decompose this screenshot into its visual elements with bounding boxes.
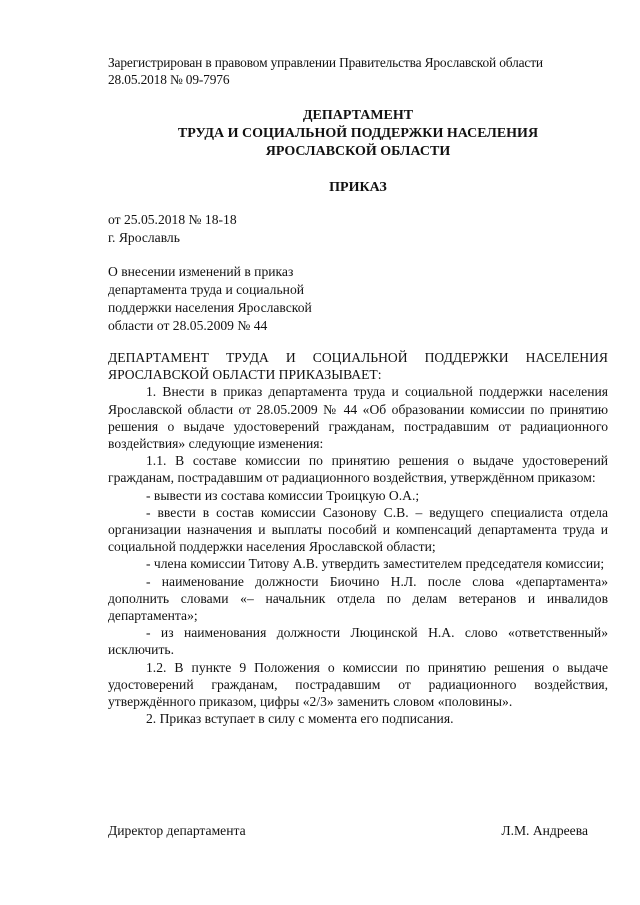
subject-line-3: поддержки населения Ярославской — [108, 300, 312, 315]
document-body — [108, 349, 608, 727]
registration-line-1: Зарегистрирован в правовом управлении Правительства Ярославской области — [108, 55, 543, 70]
department-header — [108, 107, 608, 161]
subject-line-2: департамента труда и социальной — [108, 282, 305, 297]
paragraph-1-2: 1.2. В пункте 9 Положения о комиссии по принятию решения о выдаче удостоверений гражданам, пострадавшим от радиационного воздействия, утверждённого приказом, цифры «2/3» заменить словом «половины». — [108, 659, 608, 710]
document-subject — [108, 263, 348, 335]
list-item: - из наименования должности Люцинской Н.А. слово «ответственный» исключить. — [108, 625, 608, 658]
subject-line-4: области от 28.05.2009 № 44 — [108, 318, 268, 333]
signer-position: Директор департамента — [108, 823, 246, 838]
document-type-title: ПРИКАЗ — [329, 180, 387, 195]
city: г. Ярославль — [108, 230, 180, 245]
signer-name: Л.М. Андреева — [501, 823, 588, 838]
header-line-3: ЯРОСЛАВСКОЙ ОБЛАСТИ — [265, 144, 451, 159]
registration-note — [108, 54, 620, 88]
list-item: - ввести в состав комиссии Сазонову С.В. – ведущего специалиста отдела организации назначения и выплаты пособий и компенсаций департамента труда и социальной поддержки населения Ярославской области; — [108, 504, 608, 555]
subject-line-1: О внесении изменений в приказ — [108, 264, 294, 279]
list-item: - члена комиссии Титову А.В. утвердить заместителем председателя комиссии; — [146, 556, 605, 572]
list-item: - вывести из состава комиссии Троицкую О.А.; — [146, 487, 420, 503]
header-line-2: ТРУДА И СОЦИАЛЬНОЙ ПОДДЕРЖКИ НАСЕЛЕНИЯ — [177, 126, 539, 141]
date-number: от 25.05.2018 № 18-18 — [108, 212, 237, 227]
list-item: - наименование должности Биочино Н.Л. после слова «департамента» дополнить словами «– начальник отдела по делам ветеранов и инвалидов департамента»; — [108, 573, 608, 624]
paragraph-2: 2. Приказ вступает в силу с момента его подписания. — [146, 711, 454, 727]
header-line-1: ДЕПАРТАМЕНТ — [302, 108, 414, 123]
registration-line-2: 28.05.2018 № 09-7976 — [108, 72, 230, 87]
paragraph-1-1: 1.1. В составе комиссии по принятию решения о выдаче удостоверений гражданам, пострадавшим от радиационного воздействия, утверждённом приказом: — [108, 453, 608, 486]
paragraph-1: 1. Внести в приказ департамента труда и социальной поддержки населения Ярославской области от 28.05.2009 № 44 «Об образовании комиссии по принятию решения о выдаче удостоверений гражданам, пострадавшим от радиационного воздействия» следующие изменения: — [108, 384, 608, 452]
date-and-place — [108, 211, 237, 247]
body-intro: ДЕПАРТАМЕНТ ТРУДА И СОЦИАЛЬНОЙ ПОДДЕРЖКИ НАСЕЛЕНИЯ ЯРОСЛАВСКОЙ ОБЛАСТИ ПРИКАЗЫВАЕТ: — [108, 350, 608, 383]
